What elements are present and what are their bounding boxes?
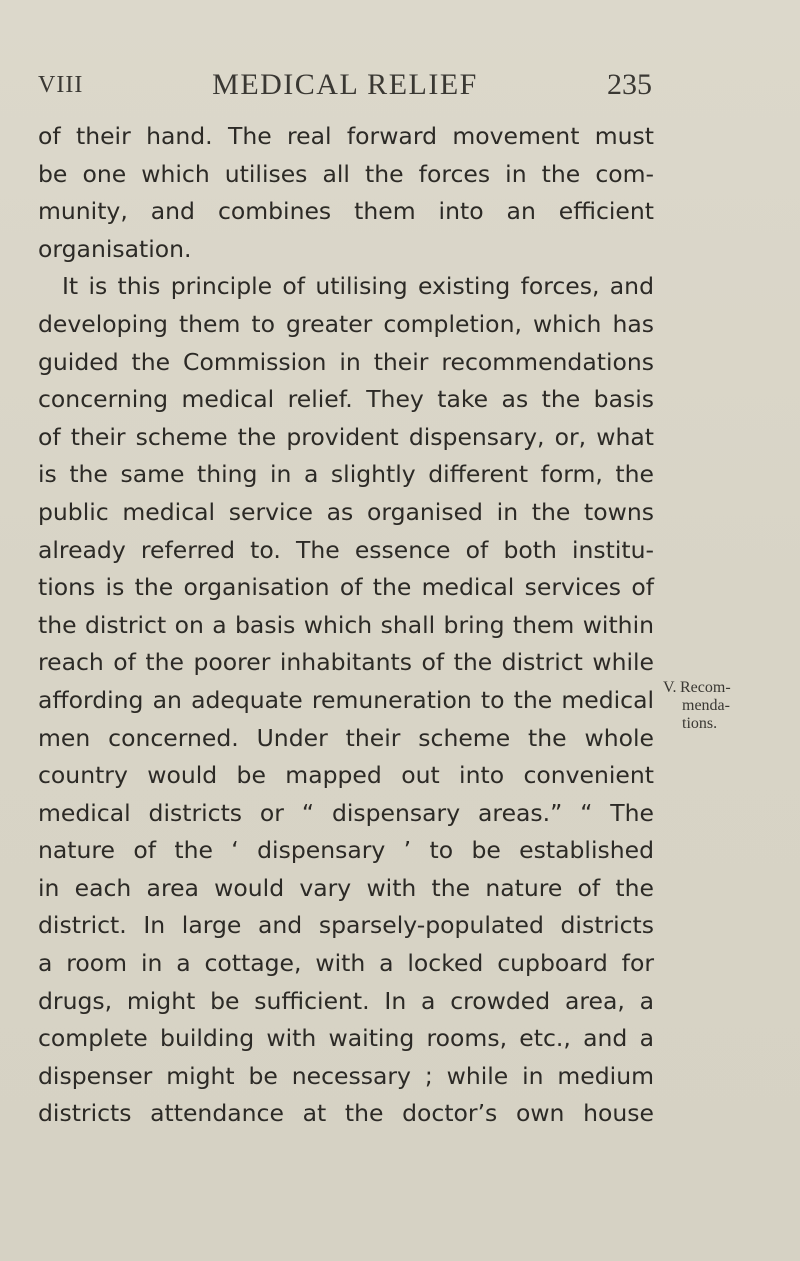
page-header [38,68,652,108]
page-number: 235 [607,68,652,101]
text-line: already referred to. The essence of both institu- [38,535,654,564]
text-line: medical districts or “ dispensary areas.” “ The [38,798,654,827]
text-line: affording an adequate remuneration to the medical [38,685,654,714]
text-line: munity, and combines them into an efficient [38,197,654,226]
text-line: dispenser might be necessary ; while in medium [38,1061,654,1090]
margin-note-number: V. [663,679,677,696]
chapter-number: VIII [38,72,84,98]
text-line: of their hand. The real forward movement must [38,122,654,150]
text-line: of their scheme the provident dispensary, or, what [38,422,654,451]
text-line: reach of the poorer inhabitants of the district while [38,648,654,677]
text-line: the district on a basis which shall bring them within [38,610,654,639]
margin-note-line: menda- [682,697,730,714]
text-line: nature of the ‘ dispensary ’ to be established [38,836,654,865]
text-line: men concerned. Under their scheme the whole [38,723,654,752]
margin-note-line: tions. [682,715,718,732]
text-line: is the same thing in a slightly different form, the [38,460,654,489]
text-line: districts attendance at the doctor’s own house [38,1099,654,1128]
text-line: tions is the organisation of the medical services of [38,573,654,602]
running-title: MEDICAL RELIEF [212,68,478,101]
text-line: be one which utilises all the forces in the com- [38,159,654,188]
text-line: public medical service as organised in the towns [38,497,654,526]
margin-note-line: Recom- [680,679,731,696]
text-line: concerning medical relief. They take as the basis [38,385,654,414]
text-line: drugs, might be sufficient. In a crowded area, a [38,986,654,1015]
text-line: district. In large and sparsely-populated districts [38,911,654,940]
text-line: country would be mapped out into convenient [38,761,654,790]
body-text [38,118,654,1133]
text-line: complete building with waiting rooms, etc., and a [38,1024,654,1053]
margin-note-text [680,679,790,733]
text-line: developing them to greater completion, which has [38,309,654,338]
text-line: in each area would vary with the nature of the [38,873,654,902]
text-line: guided the Commission in their recommendations [38,347,654,376]
text-line: It is this principle of utilising existing forces, and [62,272,654,301]
text-line: organisation. [38,234,192,263]
text-line: a room in a cottage, with a locked cupboard for [38,949,654,978]
